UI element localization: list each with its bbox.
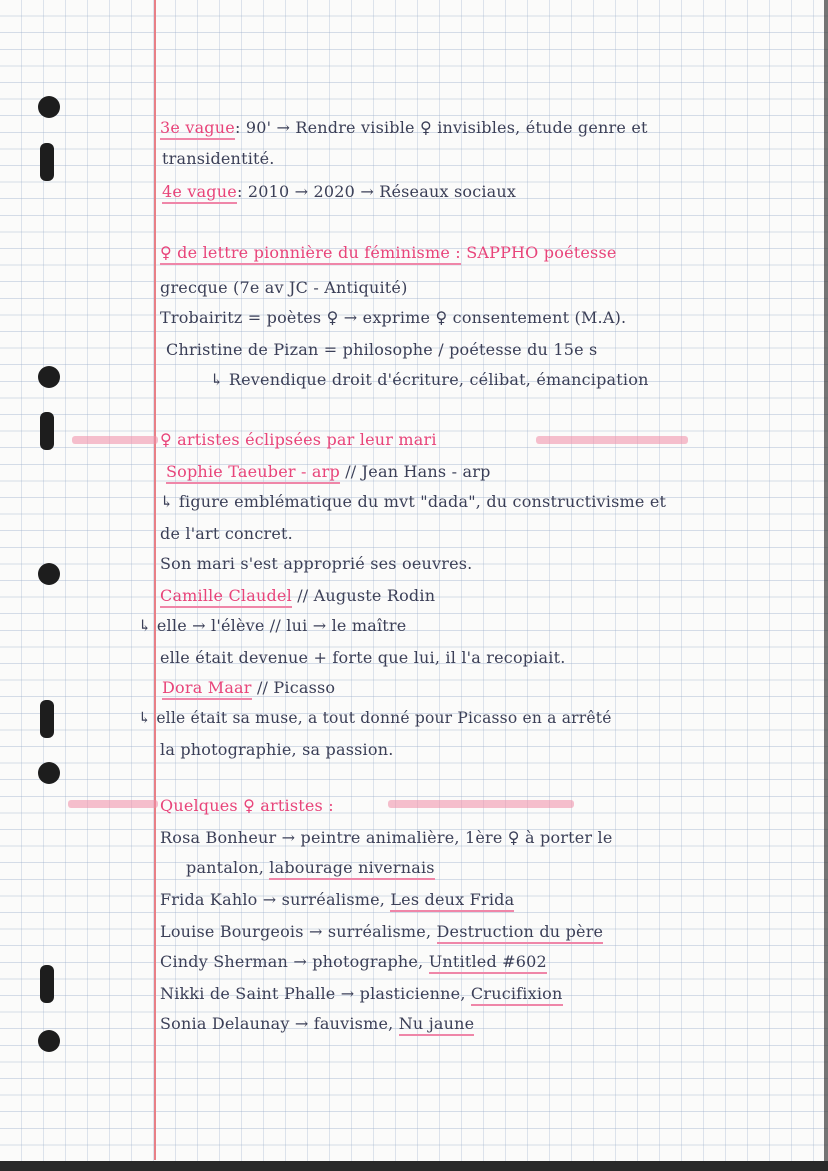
artist-text: Louise Bourgeois → surréalisme, <box>160 922 432 941</box>
highlighter-stroke <box>68 800 158 808</box>
artist-line <box>186 858 435 878</box>
highlighter-stroke <box>72 436 158 444</box>
eclipsed-line: la photographie, sa passion. <box>160 740 394 759</box>
margin-line <box>154 0 156 1160</box>
pioneers-title: ♀ de lettre pionnière du féminisme : <box>160 243 461 265</box>
eclipsed-line: ↳ elle était sa muse, a tout donné pour Picasso en a arrêté <box>138 709 612 727</box>
eclipsed-line: ↳ elle → l'élève // lui → le maître <box>138 616 407 635</box>
couple-line <box>162 678 335 698</box>
highlighter-stroke <box>388 800 574 808</box>
artist-text: Nikki de Saint Phalle → plasticienne, <box>160 984 466 1003</box>
eclipsed-line: de l'art concret. <box>160 524 293 543</box>
eclipsed-line: Son mari s'est approprié ses oeuvres. <box>160 554 473 573</box>
artwork-title: Les deux Frida <box>390 890 514 912</box>
punch-hole <box>38 366 60 388</box>
punch-hole <box>40 412 54 450</box>
artist-line <box>160 984 563 1004</box>
artist-line <box>160 1014 474 1034</box>
artwork-title: Untitled #602 <box>429 952 547 974</box>
eclipsed-line: ↳ figure emblématique du mvt "dada", du constructivisme et <box>160 492 667 511</box>
artwork-title: Nu jaune <box>399 1014 475 1036</box>
punch-hole <box>38 96 60 118</box>
wave-3-heading: 3e vague <box>160 118 235 140</box>
artist-line: Rosa Bonheur → peintre animalière, 1ère ♀ à porter le <box>160 828 613 847</box>
eclipsed-line: elle était devenue + forte que lui, il l'a recopiait. <box>160 648 566 667</box>
punch-hole <box>40 965 54 1003</box>
artwork-title: labourage nivernais <box>269 858 434 880</box>
artist-text: Frida Kahlo → surréalisme, <box>160 890 386 909</box>
artist-text: Cindy Sherman → photographe, <box>160 952 424 971</box>
couple-line <box>160 586 435 606</box>
artist-line <box>160 922 603 942</box>
punch-hole <box>40 143 54 181</box>
punch-hole <box>40 700 54 738</box>
wave-3-line <box>160 118 648 138</box>
artist-line <box>160 890 514 910</box>
artist-text: Sonia Delaunay → fauvisme, <box>160 1014 394 1033</box>
wave-3-text: : 90' → Rendre visible ♀ invisibles, étude genre et <box>234 118 648 137</box>
pioneers-line: ↳ Revendique droit d'écriture, célibat, émancipation <box>210 370 649 389</box>
husband-name: // Picasso <box>256 678 336 697</box>
artwork-title: Crucifixion <box>471 984 563 1006</box>
artist-name: Sophie Taeuber - arp <box>166 462 340 484</box>
artist-text: pantalon, <box>186 858 264 877</box>
pioneers-line: grecque (7e av JC - Antiquité) <box>160 278 408 297</box>
pioneers-heading-line <box>160 243 617 263</box>
artist-name: Dora Maar <box>162 678 252 700</box>
wave-4-text: : 2010 → 2020 → Réseaux sociaux <box>236 182 517 201</box>
page-edge-right <box>824 0 828 1171</box>
artwork-title: Destruction du père <box>437 922 604 944</box>
artists-title: Quelques ♀ artistes : <box>160 796 334 815</box>
pioneers-line: Trobairitz = poètes ♀ → exprime ♀ consentement (M.A). <box>160 308 627 327</box>
artist-line <box>160 952 547 972</box>
wave-3-continued: transidentité. <box>162 149 275 168</box>
eclipsed-title: ♀ artistes éclipsées par leur mari <box>160 430 437 449</box>
punch-hole <box>38 1030 60 1052</box>
punch-hole <box>38 762 60 784</box>
sappho-name: SAPPHO poétesse <box>466 243 617 262</box>
wave-4-heading: 4e vague <box>162 182 237 204</box>
punch-hole <box>38 563 60 585</box>
husband-name: // Auguste Rodin <box>297 586 436 605</box>
artist-name: Camille Claudel <box>160 586 292 608</box>
pioneers-line: Christine de Pizan = philosophe / poétesse du 15e s <box>166 340 598 359</box>
couple-line <box>166 462 491 482</box>
wave-4-line <box>162 182 516 202</box>
husband-name: // Jean Hans - arp <box>345 462 491 481</box>
page-edge-bottom <box>0 1161 828 1171</box>
highlighter-stroke <box>536 436 688 444</box>
